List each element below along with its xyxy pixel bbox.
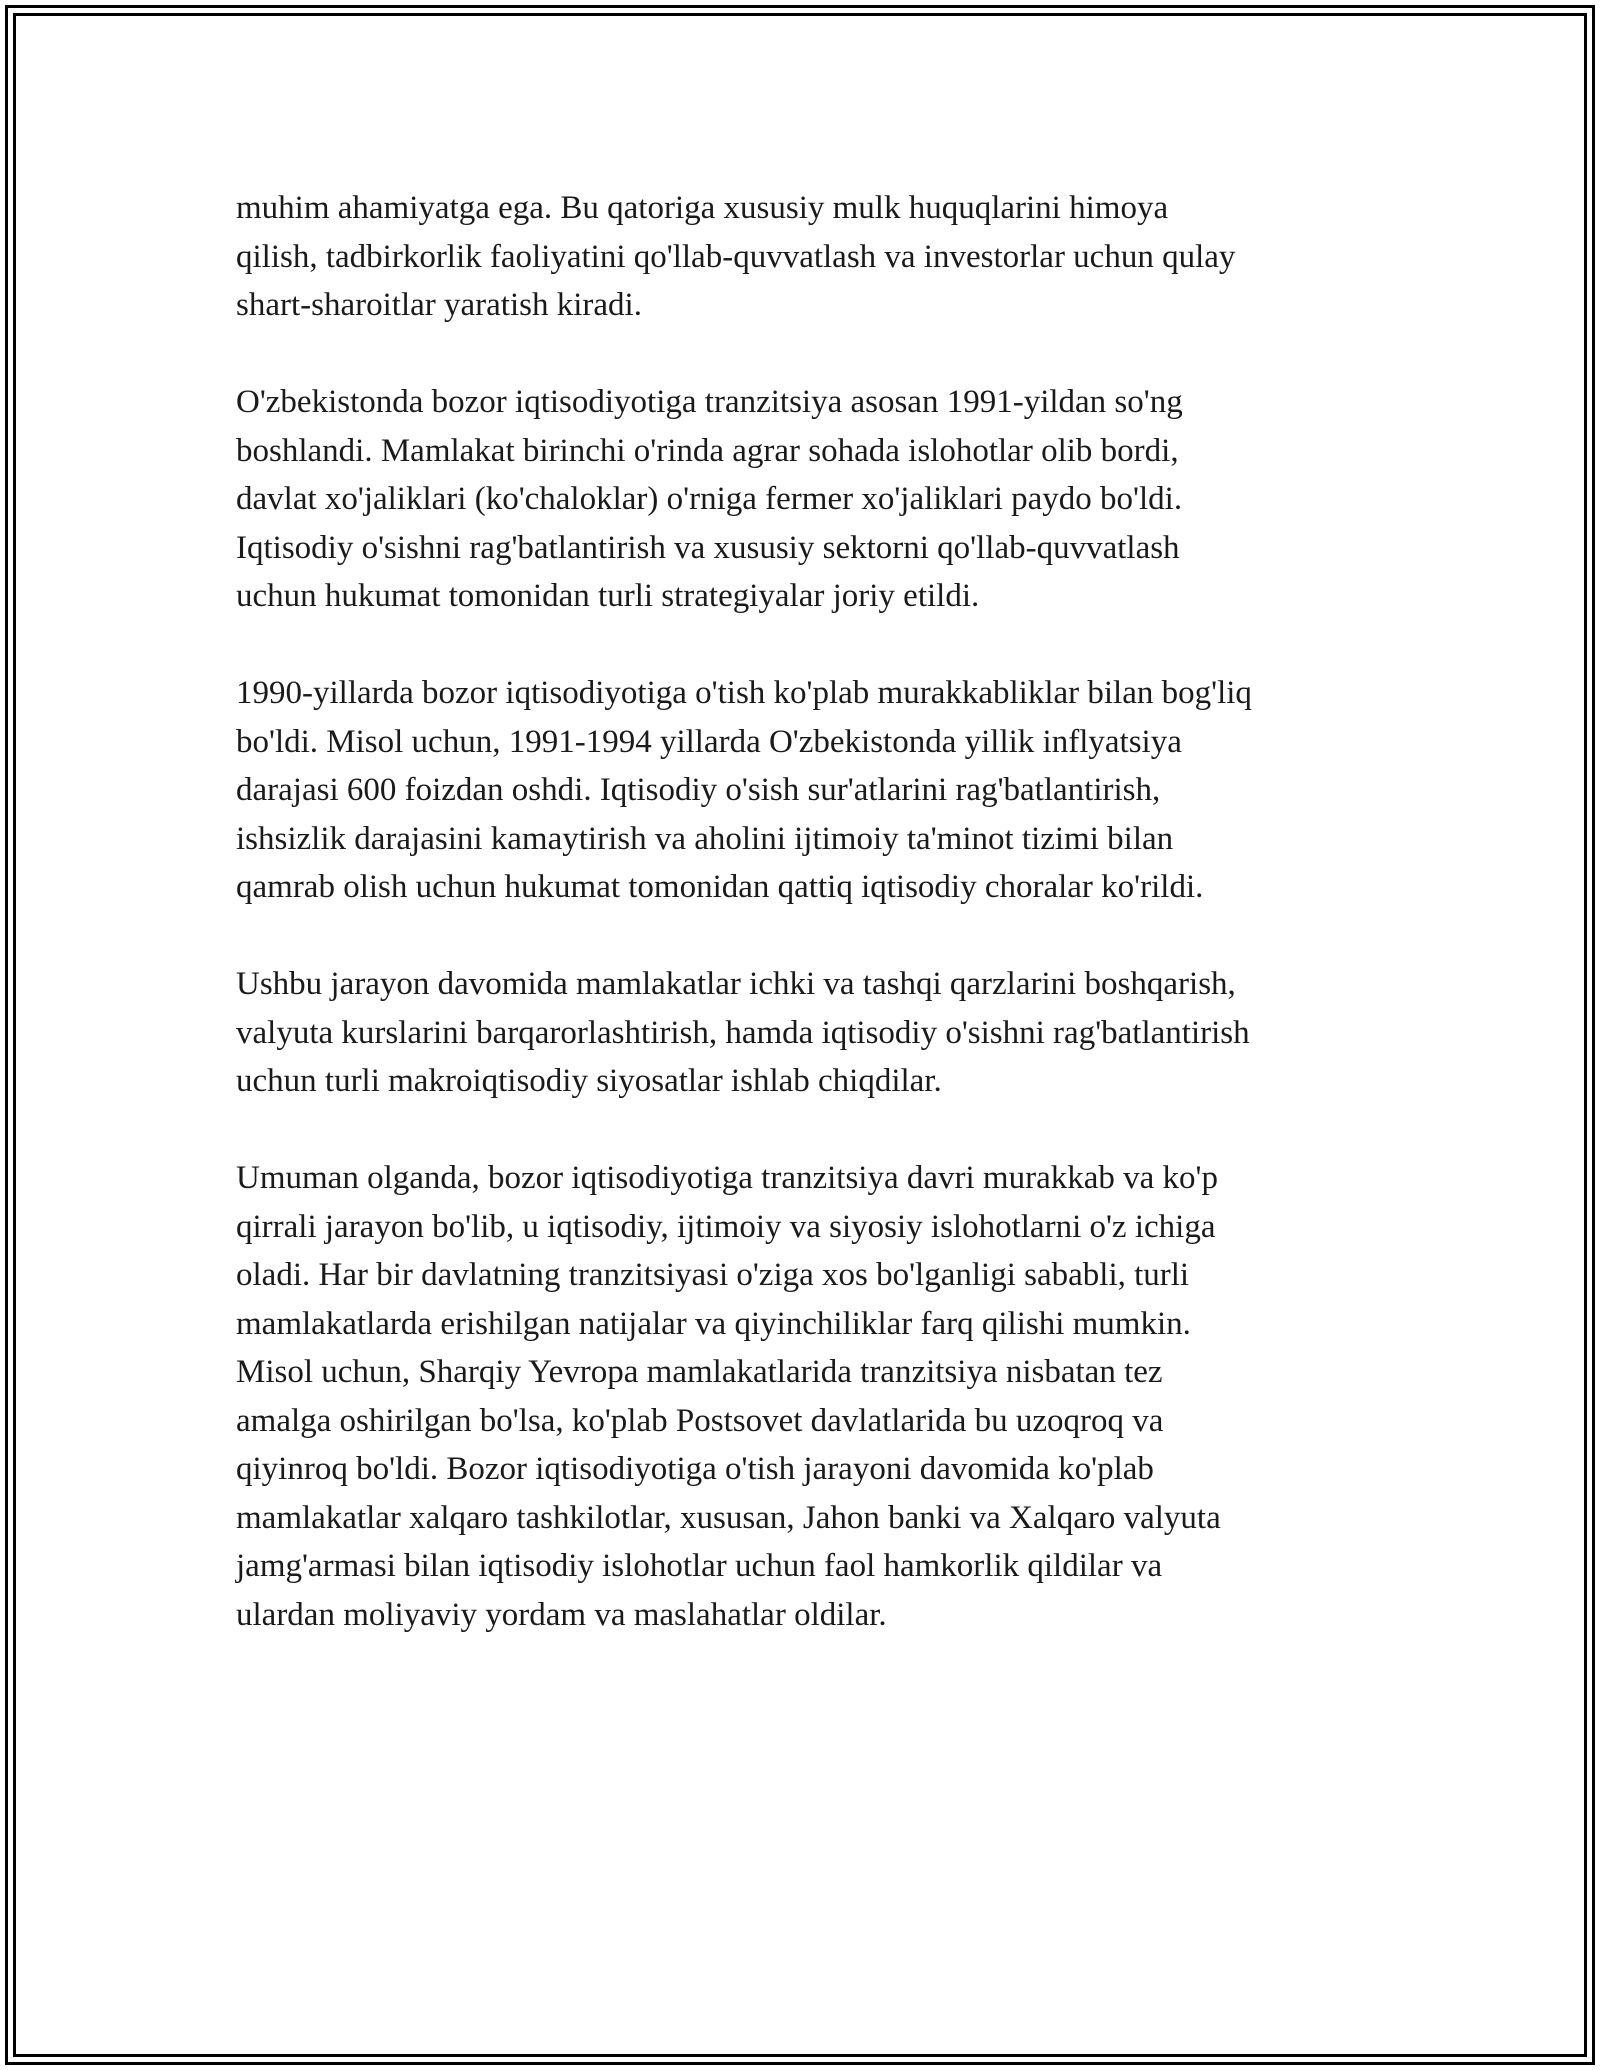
text-line: boshlandi. Mamlakat birinchi o'rinda agrar sohada islohotlar olib bordi, — [236, 432, 1179, 469]
paragraph-1 — [236, 184, 1376, 330]
paragraph-4 — [236, 960, 1376, 1106]
text-line: muhim ahamiyatga ega. Bu qatoriga xususiy mulk huquqlarini himoya — [236, 190, 1169, 226]
text-line: ishsizlik darajasini kamaytirish va aholini ijtimoiy ta'minot tizimi bilan — [236, 820, 1174, 857]
text-line: Iqtisodiy o'sishni rag'batlantirish va xususiy sektorni qo'llab-quvvatlash — [236, 529, 1180, 566]
text-line: qirrali jarayon bo'lib, u iqtisodiy, ijtimoiy va siyosiy islohotlarni o'z ichiga — [236, 1208, 1216, 1245]
paragraph-5 — [236, 1154, 1376, 1639]
text-line: uchun hukumat tomonidan turli strategiyalar joriy etildi. — [236, 578, 980, 614]
text-line: valyuta kurslarini barqarorlashtirish, hamda iqtisodiy o'sishni rag'batlantirish — [236, 1014, 1250, 1051]
text-line: ulardan moliyaviy yordam va maslahatlar oldilar. — [236, 1596, 887, 1633]
text-line: darajasi 600 foizdan oshdi. Iqtisodiy o'sish sur'atlarini rag'batlantirish, — [236, 772, 1161, 808]
text-line: shart-sharoitlar yaratish kiradi. — [236, 287, 642, 323]
text-line: amalga oshirilgan bo'lsa, ko'plab Postsovet davlatlarida bu uzoqroq va — [236, 1402, 1164, 1439]
text-line: mamlakatlar xalqaro tashkilotlar, xususan, Jahon banki va Xalqaro valyuta — [236, 1499, 1221, 1536]
text-line: Umuman olganda, bozor iqtisodiyotiga tranzitsiya davri murakkab va ko'p — [236, 1160, 1218, 1196]
paragraph-3 — [236, 669, 1376, 912]
text-line: mamlakatlarda erishilgan natijalar va qiyinchiliklar farq qilishi mumkin. — [236, 1305, 1191, 1342]
text-line: qamrab olish uchun hukumat tomonidan qattiq iqtisodiy choralar ko'rildi. — [236, 869, 1204, 905]
text-line: 1990-yillarda bozor iqtisodiyotiga o'tish ko'plab murakkabliklar bilan bog'liq — [236, 675, 1252, 711]
text-line: oladi. Har bir davlatning tranzitsiyasi o'ziga xos bo'lganligi sababli, turli — [236, 1257, 1190, 1293]
text-line: qiyinroq bo'ldi. Bozor iqtisodiyotiga o'tish jarayoni davomida ko'plab — [236, 1451, 1154, 1487]
text-line: uchun turli makroiqtisodiy siyosatlar ishlab chiqdilar. — [236, 1063, 942, 1099]
text-line: davlat xo'jaliklari (ko'chaloklar) o'rniga fermer xo'jaliklari paydo bo'ldi. — [236, 481, 1183, 517]
text-line: Misol uchun, Sharqiy Yevropa mamlakatlarida tranzitsiya nisbatan tez — [236, 1354, 1163, 1390]
document-body — [236, 184, 1376, 1688]
text-line: qilish, tadbirkorlik faoliyatini qo'llab-quvvatlash va investorlar uchun qulay — [236, 238, 1236, 275]
paragraph-2 — [236, 378, 1376, 621]
text-line: jamg'armasi bilan iqtisodiy islohotlar uchun faol hamkorlik qildilar va — [236, 1548, 1163, 1584]
text-line: Ushbu jarayon davomida mamlakatlar ichki va tashqi qarzlarini boshqarish, — [236, 966, 1236, 1002]
text-line: bo'ldi. Misol uchun, 1991-1994 yillarda O'zbekistonda yillik inflyatsiya — [236, 723, 1182, 760]
text-line: O'zbekistonda bozor iqtisodiyotiga tranzitsiya asosan 1991-yildan so'ng — [236, 384, 1183, 420]
